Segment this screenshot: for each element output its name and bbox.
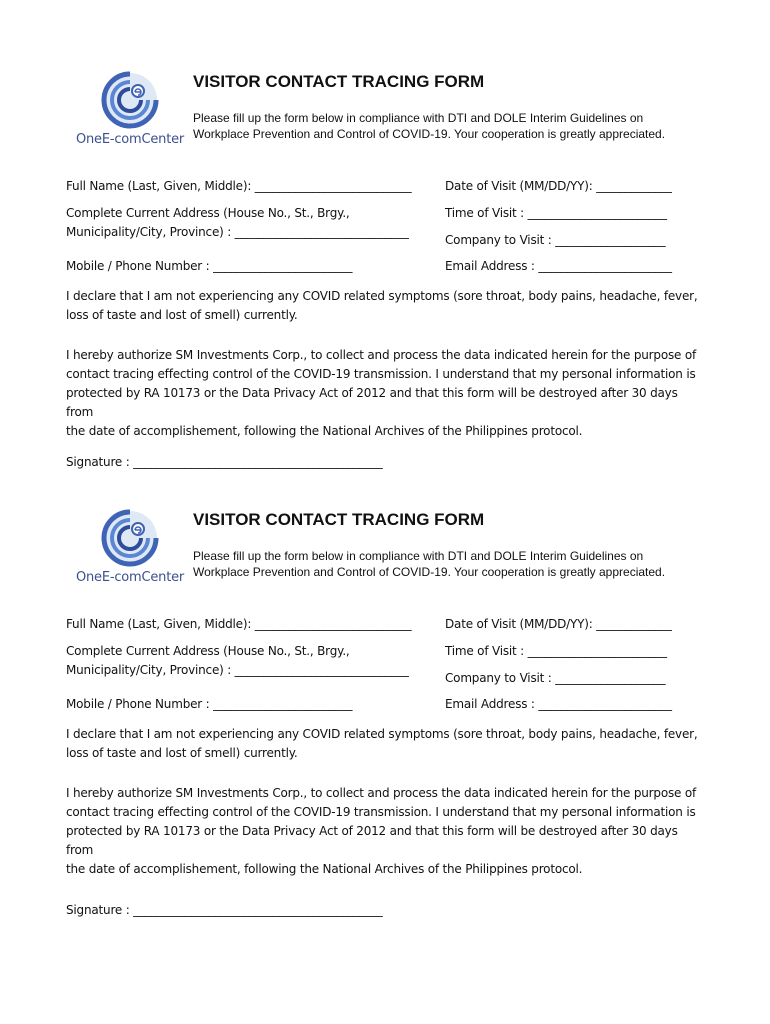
company-logo [74,70,186,154]
authorization-paragraph [66,346,706,441]
full-name-field[interactable]: Full Name (Last, Given, Middle): ___________________________ [66,617,412,631]
mobile-field[interactable]: Mobile / Phone Number : ________________________ [66,259,353,273]
globe-swirl-icon [100,508,162,570]
form-title: VISITOR CONTACT TRACING FORM [193,72,485,91]
logo-text: OneE-comCenter [75,570,185,585]
full-name-field[interactable]: Full Name (Last, Given, Middle): ___________________________ [66,179,412,193]
declaration-line: I declare that I am not experiencing any COVID related symptoms (sore throat, body pains, headache, fever, [66,727,698,741]
company-logo [74,508,186,592]
globe-swirl-icon [100,70,162,132]
intro-line: Workplace Prevention and Control of COVID-19. Your cooperation is greatly appreciated. [193,127,666,141]
form-intro [193,548,713,580]
authorization-line: protected by RA 10173 or the Data Privacy Act of 2012 and that this form will be destroyed after 30 days from [66,824,678,857]
intro-line: Workplace Prevention and Control of COVID-19. Your cooperation is greatly appreciated. [193,565,666,579]
signature-field[interactable]: Signature : ___________________________________________ [66,455,383,469]
declaration-line: loss of taste and lost of smell) currently. [66,746,298,760]
time-of-visit-field[interactable]: Time of Visit : ________________________ [445,644,667,658]
logo-text: OneE-comCenter [75,132,185,147]
authorization-line: contact tracing effecting control of the COVID-19 transmission. I understand that my personal information is [66,367,696,381]
authorization-line: contact tracing effecting control of the COVID-19 transmission. I understand that my personal information is [66,805,696,819]
contact-tracing-form-1 [0,58,770,528]
company-to-visit-field[interactable]: Company to Visit : ___________________ [445,233,666,247]
declaration-line: I declare that I am not experiencing any COVID related symptoms (sore throat, body pains, headache, fever, [66,289,698,303]
authorization-line: the date of accomplishement, following the National Archives of the Philippines protocol. [66,862,583,876]
authorization-line: protected by RA 10173 or the Data Privacy Act of 2012 and that this form will be destroyed after 30 days from [66,386,678,419]
date-of-visit-field[interactable]: Date of Visit (MM/DD/YY): _____________ [445,617,672,631]
intro-line: Please fill up the form below in compliance with DTI and DOLE Interim Guidelines on [193,111,644,125]
declaration-paragraph [66,287,706,325]
authorization-paragraph [66,784,706,879]
date-of-visit-field[interactable]: Date of Visit (MM/DD/YY): _____________ [445,179,672,193]
time-of-visit-field[interactable]: Time of Visit : ________________________ [445,206,667,220]
intro-line: Please fill up the form below in compliance with DTI and DOLE Interim Guidelines on [193,549,644,563]
address-field[interactable]: Municipality/City, Province) : ______________________________ [66,225,409,239]
authorization-line: I hereby authorize SM Investments Corp., to collect and process the data indicated herein for the purpose of [66,786,696,800]
mobile-field[interactable]: Mobile / Phone Number : ________________________ [66,697,353,711]
signature-field[interactable]: Signature : ___________________________________________ [66,903,383,917]
authorization-line: I hereby authorize SM Investments Corp., to collect and process the data indicated herein for the purpose of [66,348,696,362]
declaration-line: loss of taste and lost of smell) currently. [66,308,298,322]
address-field-label: Complete Current Address (House No., St., Brgy., [66,206,350,220]
form-intro [193,110,713,142]
email-field[interactable]: Email Address : _______________________ [445,259,672,273]
contact-tracing-form-2 [0,496,770,966]
authorization-line: the date of accomplishement, following the National Archives of the Philippines protocol. [66,424,583,438]
company-to-visit-field[interactable]: Company to Visit : ___________________ [445,671,666,685]
declaration-paragraph [66,725,706,763]
address-field-label: Complete Current Address (House No., St., Brgy., [66,644,350,658]
address-field[interactable]: Municipality/City, Province) : ______________________________ [66,663,409,677]
email-field[interactable]: Email Address : _______________________ [445,697,672,711]
form-title: VISITOR CONTACT TRACING FORM [193,510,485,529]
